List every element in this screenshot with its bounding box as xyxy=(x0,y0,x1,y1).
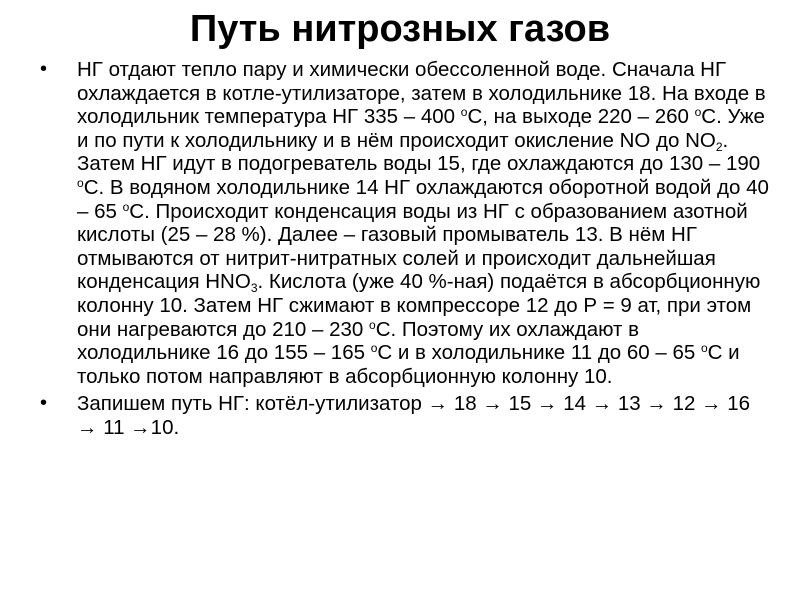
text-segment: . Кислота (уже 40 %-ная) подаётся в абсорбционную колонну 10. Затем НГ сжимают в компрессоре 12 до Р = 9 ат, при этом они нагреваются до 210 – 230 xyxy=(77,270,761,341)
formula-subscript: 2 xyxy=(715,139,723,154)
text-segment: С и только потом направляют в абсорбционную колонну 10. xyxy=(77,341,740,388)
degree-superscript: о xyxy=(694,105,702,120)
degree-superscript: о xyxy=(122,199,130,214)
text-segment: С. Происходит конденсация воды из НГ с образованием азотной кислоты (25 – 28 %). Далее – газовый промыватель 13. В нём НГ отмываются от нитрит-нитратных солей и происходит дальнейшая конденсация HNO xyxy=(77,199,748,294)
bullet-dot-icon: • xyxy=(40,392,48,415)
bullet-list xyxy=(40,58,770,444)
bullet-item-gas-path-description xyxy=(40,58,770,388)
text-segment: С. В водяном холодильнике 14 НГ охлаждаются оборотной водой до 40 – 65 xyxy=(77,175,769,223)
bullet-item-gas-path-summary xyxy=(40,392,770,439)
text-segment: С. Уже и по пути к холодильнику и в нём происходит окисление NO до NO xyxy=(77,105,765,152)
text-segment: НГ отдают тепло пару и химически обессоленной воде. Сначала НГ охлаждается в котле-утилизаторе, затем в холодильнике 18. На входе в холодильник температура НГ 335 – 400 xyxy=(77,58,766,129)
formula-subscript: 3 xyxy=(250,281,258,296)
text-segment: С и в холодильнике 11 до 60 – 65 xyxy=(377,341,701,365)
bullet-dot-icon: • xyxy=(40,58,48,80)
slide-title: Путь нитрозных газов xyxy=(189,8,611,50)
degree-superscript: о xyxy=(700,341,708,356)
degree-superscript: о xyxy=(370,341,378,356)
text-segment: . Затем НГ идут в подогреватель воды 15, где охлаждаются до 130 – 190 xyxy=(77,128,761,176)
degree-superscript: о xyxy=(460,105,468,120)
degree-superscript: о xyxy=(77,175,84,190)
text-segment: С. Поэтому их охлаждают в холодильнике 16 до 155 – 165 xyxy=(77,317,640,365)
bullet-text xyxy=(77,58,769,388)
text-segment: С, на выходе 220 – 260 xyxy=(467,105,695,129)
bullet-text: Запишем путь НГ: котёл-утилизатор → 18 → 15 → 14 → 13 → 12 → 16 → 11 →10. xyxy=(77,392,751,439)
degree-superscript: о xyxy=(369,317,376,332)
